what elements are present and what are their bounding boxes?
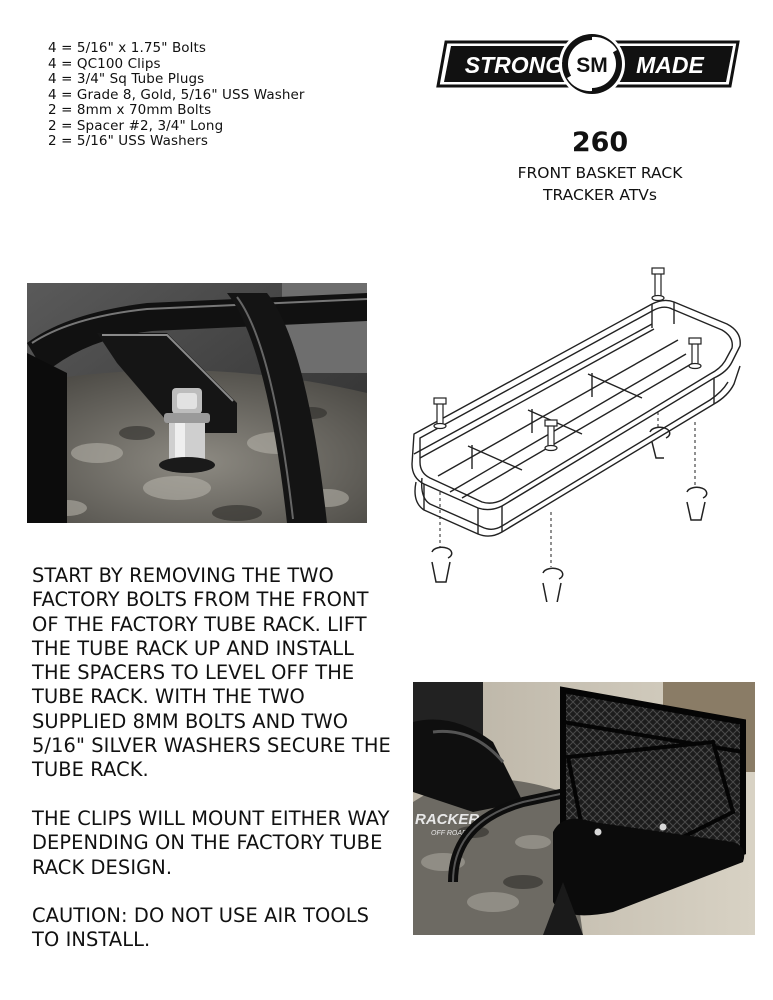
parts-list-item: 4 = Grade 8, Gold, 5/16" USS Washer — [48, 86, 305, 103]
logo-monogram: SM — [576, 54, 608, 77]
parts-list-item: 2 = 8mm x 70mm Bolts — [48, 102, 212, 118]
bracket-closeup-photo — [27, 283, 367, 523]
fender-brand-label: RACKER — [415, 811, 480, 828]
parts-list — [48, 41, 305, 150]
product-subtitle: TRACKER ATVs — [543, 186, 657, 204]
parts-list-item: 2 = 5/16" USS Washers — [48, 133, 208, 149]
instruction-step-2: THE CLIPS WILL MOUNT EITHER WAY DEPENDING ON THE FACTORY TUBE RACK DESIGN. — [32, 806, 390, 879]
parts-list-item: 4 = 5/16" x 1.75" Bolts — [48, 40, 207, 56]
parts-list-item: 2 = Spacer #2, 3/4" Long — [48, 117, 224, 134]
installation-instructions — [32, 564, 392, 977]
caution-note: CAUTION: DO NOT USE AIR TOOLS TO INSTALL. — [32, 904, 370, 952]
installed-basket-photo — [413, 682, 755, 935]
basket-rack-exploded-diagram — [402, 262, 760, 602]
model-number: 260 — [571, 127, 629, 158]
product-title: FRONT BASKET RACK — [517, 164, 683, 182]
logo-left-word: STRONG — [464, 52, 564, 78]
fender-subtitle-label: OFF ROAD — [431, 830, 468, 837]
parts-list-item: 4 = QC100 Clips — [48, 55, 161, 72]
strong-made-logo — [432, 28, 752, 100]
instruction-step-1: START BY REMOVING THE TWO FACTORY BOLTS FROM THE FRONT OF THE FACTORY TUBE RACK. LIFT THE TUBE RACK UP AND INSTALL THE SPACERS TO LEVEL OFF THE TUBE RACK. WITH THE TWO SUPPLIED 8MM BOLTS AND TWO 5/16" SILVER WASHERS SECURE THE TUBE RACK. — [32, 564, 391, 782]
logo-right-word: MADE — [636, 52, 704, 78]
parts-list-item: 4 = 3/4" Sq Tube Plugs — [48, 71, 205, 87]
